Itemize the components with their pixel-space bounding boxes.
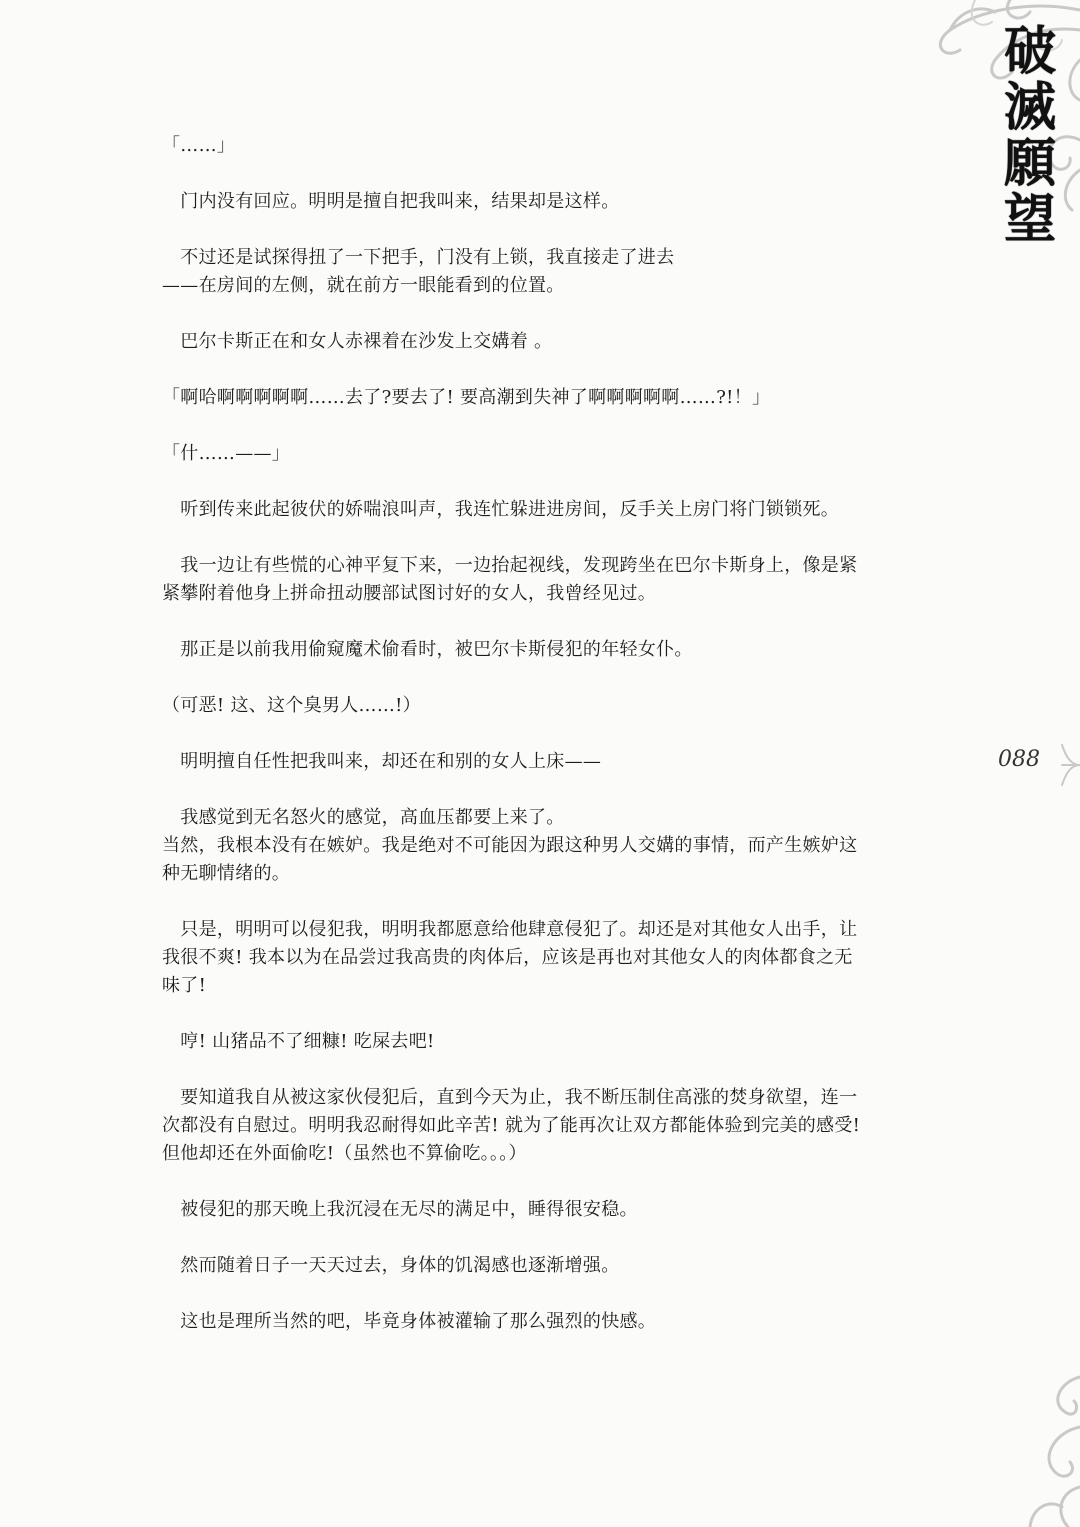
paragraph-line: 那正是以前我用偷窥魔术偷看时，被巴尔卡斯侵犯的年轻女仆。 — [162, 639, 693, 660]
paragraph-line: 我一边让有些慌的心神平复下来，一边抬起视线，发现跨坐在巴尔卡斯身上，像是紧 — [162, 555, 858, 576]
paragraph — [162, 188, 932, 216]
paragraph — [162, 1028, 932, 1056]
paragraph — [162, 692, 932, 720]
paragraph-line: 次都没有自慰过。明明我忍耐得如此辛苦! 就为了能再次让双方都能体验到完美的感受! — [162, 1115, 861, 1136]
paragraph — [162, 440, 932, 468]
book-title-char: 滅 — [1003, 77, 1056, 138]
book-title-char: 望 — [1003, 189, 1056, 250]
paragraph — [162, 1308, 932, 1336]
paragraph-line: 门内没有回应。明明是擅自把我叫来，结果却是这样。 — [162, 191, 620, 212]
paragraph-line: （可恶! 这、这个臭男人……!） — [162, 695, 421, 716]
paragraph-line: 这也是理所当然的吧，毕竟身体被灌输了那么强烈的快感。 — [162, 1311, 657, 1332]
paragraph-line: 巴尔卡斯正在和女人赤裸着在沙发上交媾着 。 — [162, 331, 553, 352]
paragraph-line: 要知道我自从被这家伙侵犯后，直到今天为止，我不断压制住高涨的焚身欲望，连一 — [162, 1087, 858, 1108]
page-number: 088 — [998, 747, 1040, 772]
paragraph-line: 被侵犯的那天晚上我沉浸在无尽的满足中，睡得很安稳。 — [162, 1199, 638, 1220]
book-title-char: 破 — [1003, 21, 1056, 82]
paragraph-line: 当然，我根本没有在嫉妒。我是绝对不可能因为跟这种男人交媾的事情，而产生嫉妒这 — [162, 835, 858, 856]
paragraph — [162, 384, 932, 412]
paragraph-line: 我很不爽! 我本以为在品尝过我高贵的肉体后，应该是再也对其他女人的肉体都食之无 — [162, 947, 853, 968]
book-title-char: 願 — [1003, 133, 1056, 194]
flourish-ornament-bottom-icon — [970, 1367, 1080, 1527]
chapter-body-text — [162, 132, 932, 1364]
paragraph-line: 只是，明明可以侵犯我，明明我都愿意给他肆意侵犯了。却还是对其他女人出手，让 — [162, 919, 858, 940]
paragraph-line: 「什……——」 — [162, 443, 291, 464]
paragraph — [162, 496, 932, 524]
paragraph — [162, 1252, 932, 1280]
paragraph-line: 听到传来此起彼伏的娇喘浪叫声，我连忙躲进进房间，反手关上房门将门锁锁死。 — [162, 499, 840, 520]
paragraph — [162, 552, 932, 608]
paragraph — [162, 132, 932, 160]
paragraph-line: 我感觉到无名怒火的感觉，高血压都要上来了。 — [162, 807, 565, 828]
paragraph — [162, 916, 932, 1000]
paragraph-line: 味了! — [162, 975, 207, 996]
paragraph — [162, 636, 932, 664]
paragraph — [162, 1196, 932, 1224]
paragraph-line: 但他却还在外面偷吃!（虽然也不算偷吃。。。） — [162, 1143, 527, 1164]
paragraph-line: 「啊哈啊啊啊啊啊……去了?要去了! 要高潮到失神了啊啊啊啊啊……?!！」 — [162, 387, 771, 408]
paragraph-line: ——在房间的左侧，就在前方一眼能看到的位置。 — [162, 275, 565, 296]
paragraph — [162, 328, 932, 356]
paragraph-line: 「……」 — [162, 135, 236, 156]
paragraph — [162, 748, 932, 776]
paragraph-line: 明明擅自任性把我叫来，却还在和别的女人上床—— — [162, 751, 602, 772]
paragraph — [162, 244, 932, 300]
book-title — [1002, 21, 1058, 250]
paragraph-line: 不过还是试探得扭了一下把手，门没有上锁，我直接走了进去 — [162, 247, 675, 268]
paragraph — [162, 1084, 932, 1168]
paragraph-line: 紧攀附着他身上拼命扭动腰部试图讨好的女人，我曾经见过。 — [162, 583, 657, 604]
paragraph — [162, 804, 932, 832]
paragraph — [162, 832, 932, 888]
paragraph-line: 种无聊情绪的。 — [162, 863, 291, 884]
paragraph-line: 哼! 山猪品不了细糠! 吃屎去吧! — [162, 1031, 435, 1052]
paragraph-line: 然而随着日子一天天过去，身体的饥渴感也逐渐增强。 — [162, 1255, 620, 1276]
